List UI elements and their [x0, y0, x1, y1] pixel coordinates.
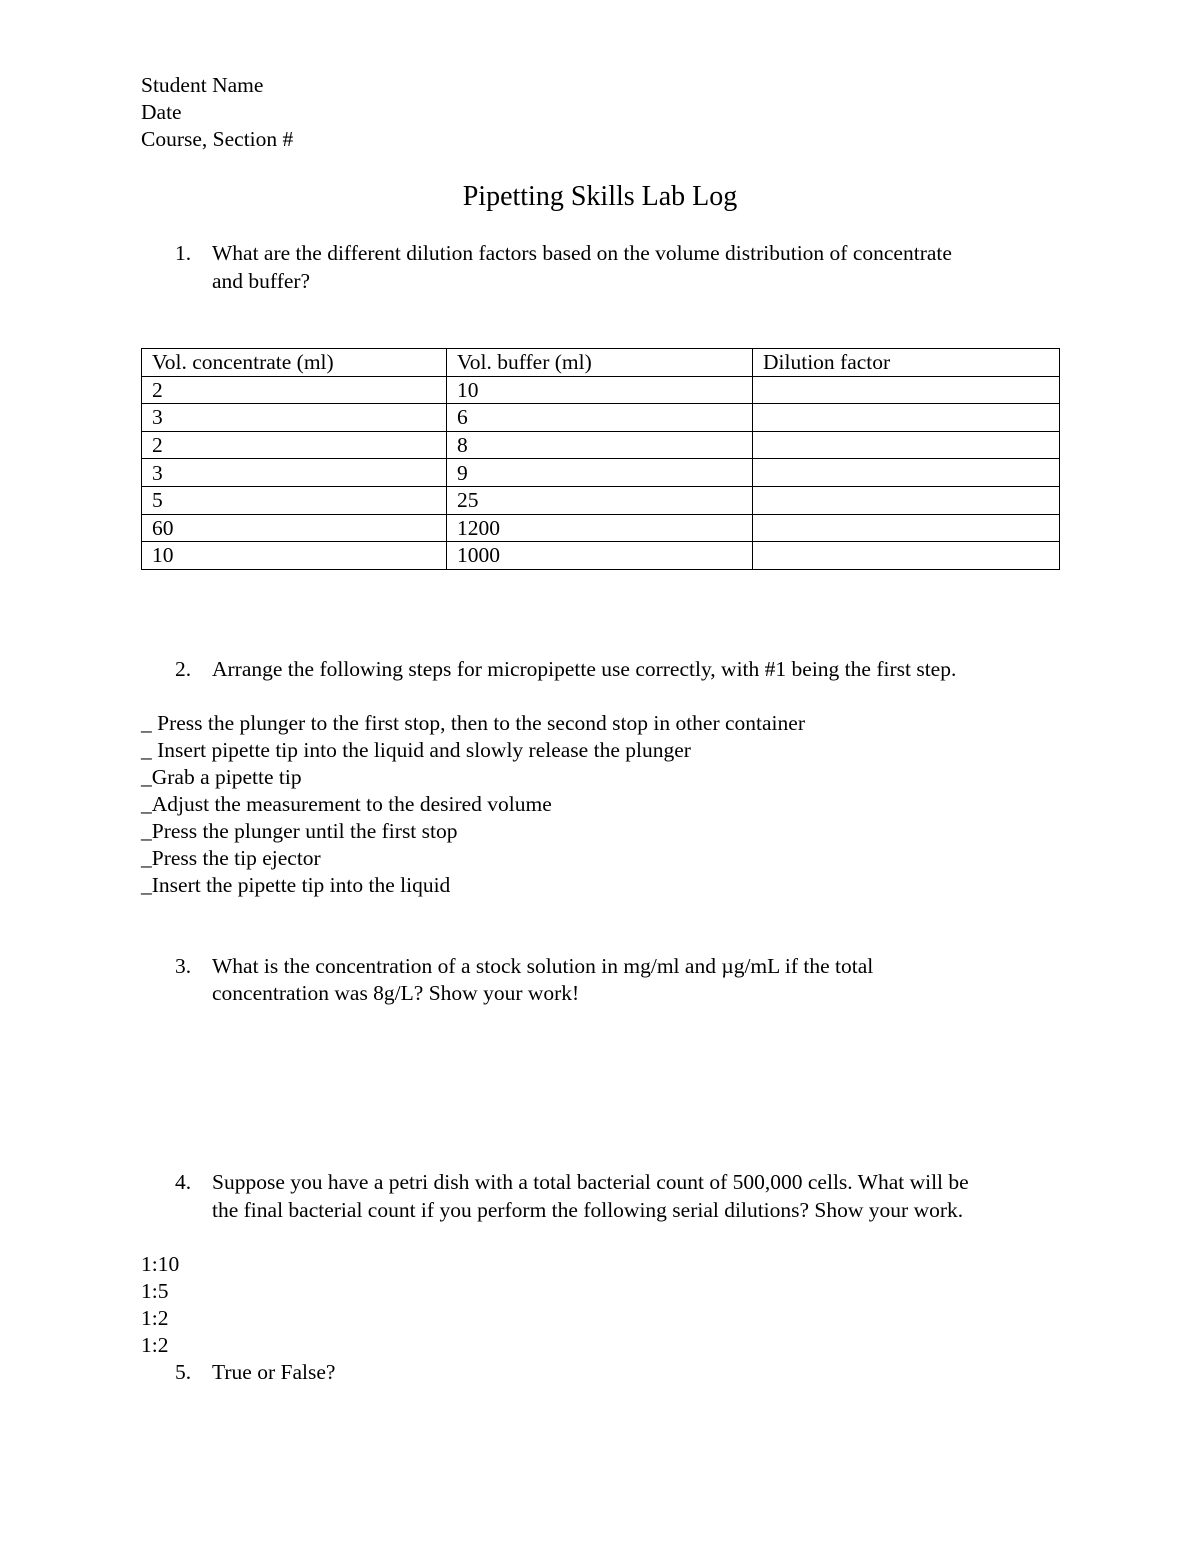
- dilution-factor-answer-cell[interactable]: [753, 431, 1060, 459]
- step-item: _Press the plunger until the first stop: [141, 819, 458, 843]
- column-header-vol-concentrate: Vol. concentrate (ml): [142, 349, 447, 377]
- question-3-number: 3.: [175, 954, 192, 978]
- step-item: _ Insert pipette tip into the liquid and slowly release the plunger: [141, 738, 691, 762]
- question-4-number: 4.: [175, 1170, 192, 1194]
- question-5-number: 5.: [175, 1360, 192, 1384]
- dilution-factor-answer-cell[interactable]: [753, 459, 1060, 487]
- step-item: _Press the tip ejector: [141, 846, 321, 870]
- table-row: [142, 431, 1060, 459]
- question-1-text-line-2: and buffer?: [212, 269, 311, 293]
- column-header-dilution-factor: Dilution factor: [753, 349, 1060, 377]
- question-1-number: 1.: [175, 241, 192, 265]
- table-cell: 60: [142, 514, 447, 542]
- table-cell: 5: [142, 486, 447, 514]
- column-header-vol-buffer: Vol. buffer (ml): [447, 349, 753, 377]
- dilution-factor-answer-cell[interactable]: [753, 486, 1060, 514]
- table-row: [142, 404, 1060, 432]
- question-2-text: Arrange the following steps for micropipette use correctly, with #1 being the first step.: [212, 657, 957, 681]
- table-cell: 1200: [447, 514, 753, 542]
- question-2-number: 2.: [175, 657, 192, 681]
- table-cell: 10: [142, 542, 447, 570]
- table-cell: 2: [142, 376, 447, 404]
- table-cell: 25: [447, 486, 753, 514]
- dilution-item: 1:5: [141, 1279, 169, 1303]
- dilution-factor-answer-cell[interactable]: [753, 542, 1060, 570]
- step-item: _Insert the pipette tip into the liquid: [141, 873, 451, 897]
- course-section-label: Course, Section #: [141, 127, 294, 151]
- table-cell: 10: [447, 376, 753, 404]
- dilution-item: 1:2: [141, 1333, 169, 1357]
- table-row: [142, 514, 1060, 542]
- step-item: _ Press the plunger to the first stop, then to the second stop in other container: [141, 711, 805, 735]
- question-5-text: True or False?: [212, 1360, 336, 1384]
- table-cell: 3: [142, 404, 447, 432]
- table-cell: 2: [142, 431, 447, 459]
- dilution-factor-answer-cell[interactable]: [753, 376, 1060, 404]
- step-item: _Grab a pipette tip: [141, 765, 302, 789]
- dilution-item: 1:10: [141, 1252, 180, 1276]
- step-item: _Adjust the measurement to the desired volume: [141, 792, 552, 816]
- table-row: [142, 486, 1060, 514]
- dilution-factor-answer-cell[interactable]: [753, 514, 1060, 542]
- table-header-row: [142, 349, 1060, 377]
- table-row: [142, 459, 1060, 487]
- question-3-text-line-1: What is the concentration of a stock solution in mg/ml and µg/mL if the total: [212, 954, 874, 978]
- table-cell: 3: [142, 459, 447, 487]
- dilution-table: [141, 348, 1060, 570]
- date-label: Date: [141, 100, 182, 124]
- dilution-factor-answer-cell[interactable]: [753, 404, 1060, 432]
- dilution-item: 1:2: [141, 1306, 169, 1330]
- question-4-text-line-2: the final bacterial count if you perform the following serial dilutions? Show your work.: [212, 1198, 964, 1222]
- table-row: [142, 542, 1060, 570]
- student-name-label: Student Name: [141, 73, 264, 97]
- question-4-text-line-1: Suppose you have a petri dish with a total bacterial count of 500,000 cells. What will be: [212, 1170, 969, 1194]
- page-title: Pipetting Skills Lab Log: [462, 181, 738, 212]
- question-3-text-line-2: concentration was 8g/L? Show your work!: [212, 981, 580, 1005]
- question-1-text-line-1: What are the different dilution factors based on the volume distribution of concentrate: [212, 241, 952, 265]
- table-cell: 8: [447, 431, 753, 459]
- table-row: [142, 376, 1060, 404]
- table-cell: 9: [447, 459, 753, 487]
- table-cell: 6: [447, 404, 753, 432]
- table-cell: 1000: [447, 542, 753, 570]
